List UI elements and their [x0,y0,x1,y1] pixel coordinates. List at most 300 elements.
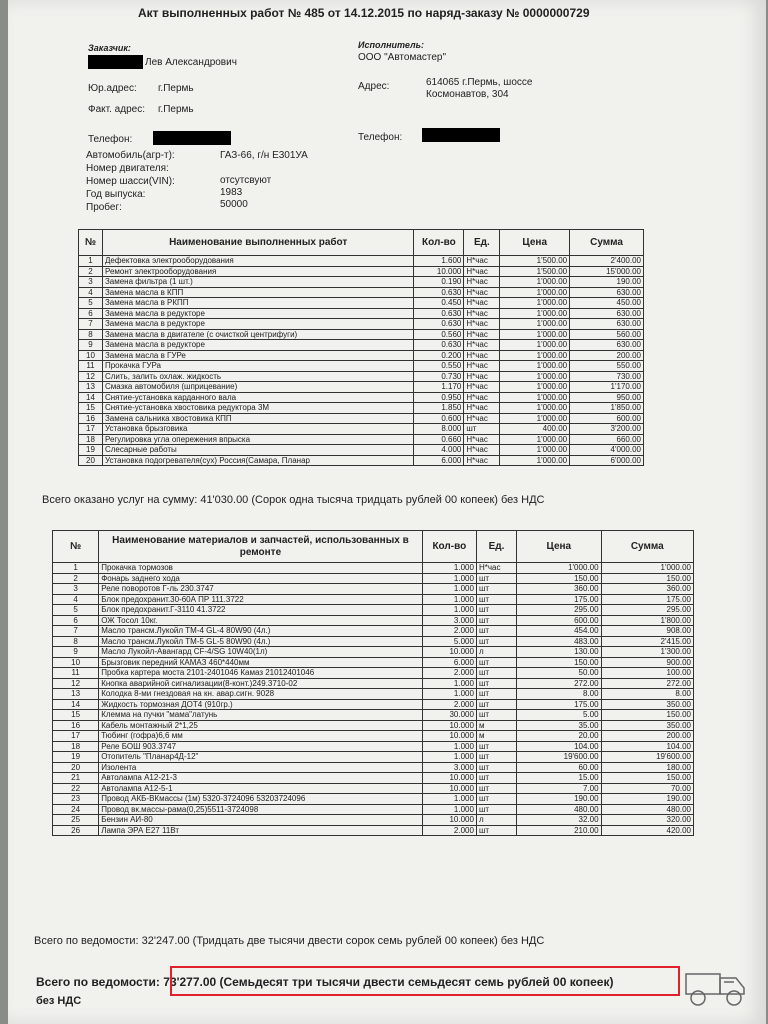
works-cell-name: Замена сальника хвостовика КПП [102,413,413,424]
materials-cell-sum: 8.00 [601,689,693,700]
materials-cell-qty: 1.000 [422,804,476,815]
works-row [79,403,644,414]
materials-cell-price: 295.00 [517,605,601,616]
materials-cell-number: 2 [53,573,99,584]
materials-cell-price: 272.00 [517,678,601,689]
materials-cell-price: 600.00 [517,615,601,626]
materials-cell-name: Провод АКБ-ВКмассы (1м) 5320-3724096 53203724096 [99,794,423,805]
materials-cell-unit: л [476,647,516,658]
works-cell-unit: Н*час [464,277,500,288]
materials-cell-sum: 908.00 [601,626,693,637]
customer-label: Заказчик: [88,43,131,53]
year-value: 1983 [220,187,243,198]
works-row [79,382,644,393]
works-cell-name: Замена масла в двигателе (с очисткой центрифуги) [102,329,413,340]
works-cell-number: 18 [79,434,103,445]
materials-cell-number: 5 [53,605,99,616]
materials-cell-name: Колодка 8-ми гнездовая на кн. авар.сигн. 9028 [99,689,423,700]
works-cell-number: 6 [79,308,103,319]
materials-cell-unit: л [476,815,516,826]
materials-cell-unit: шт [476,752,516,763]
works-cell-sum: 15'000.00 [570,266,644,277]
materials-cell-number: 6 [53,615,99,626]
materials-cell-name: Масло трансм.Лукойл ТМ-5 GL-5 80W90 (4л.) [99,636,423,647]
materials-cell-price: 483.00 [517,636,601,647]
works-cell-unit: Н*час [464,308,500,319]
materials-row [53,615,694,626]
works-cell-unit: Н*час [464,455,500,466]
materials-cell-number: 8 [53,636,99,647]
materials-cell-name: Бензин АИ-80 [99,815,423,826]
works-cell-unit: Н*час [464,350,500,361]
materials-cell-unit: шт [476,615,516,626]
materials-cell-name: Кабель монтажный 2*1,25 [99,720,423,731]
works-row [79,329,644,340]
works-cell-name: Замена масла в редукторе [102,319,413,330]
materials-cell-qty: 1.000 [422,605,476,616]
works-cell-number: 9 [79,340,103,351]
materials-row [53,741,694,752]
works-cell-price: 1'000.00 [500,382,570,393]
materials-cell-name: Провод вк.массы-рама(0,25)5511-3724098 [99,804,423,815]
materials-cell-price: 210.00 [517,825,601,836]
works-cell-unit: Н*час [464,340,500,351]
works-cell-unit: Н*час [464,371,500,382]
works-cell-name: Смазка автомобиля (шприцевание) [102,382,413,393]
materials-cell-qty: 1.000 [422,689,476,700]
works-cell-name: Замена фильтра (1 шт.) [102,277,413,288]
materials-cell-number: 12 [53,678,99,689]
works-cell-price: 1'000.00 [500,403,570,414]
works-cell-name: Дефектовка электрооборудования [102,256,413,267]
works-cell-qty: 0.560 [414,329,464,340]
works-cell-qty: 0.730 [414,371,464,382]
works-cell-qty: 0.630 [414,319,464,330]
materials-cell-number: 14 [53,699,99,710]
materials-cell-sum: 1'300.00 [601,647,693,658]
materials-cell-number: 16 [53,720,99,731]
works-cell-name: Замена масла в КПП [102,287,413,298]
works-cell-qty: 1.600 [414,256,464,267]
materials-cell-price: 130.00 [517,647,601,658]
actual-address-label: Факт. адрес: [88,104,145,115]
works-cell-qty: 0.600 [414,413,464,424]
materials-cell-sum: 420.00 [601,825,693,836]
works-cell-sum: 660.00 [570,434,644,445]
works-cell-name: Снятие-установка карданного вала [102,392,413,403]
materials-cell-sum: 295.00 [601,605,693,616]
works-row [79,256,644,267]
works-cell-sum: 2'400.00 [570,256,644,267]
materials-row [53,825,694,836]
materials-cell-name: Масло трансм.Лукойл ТМ-4 GL-4 80W90 (4л.) [99,626,423,637]
works-cell-number: 15 [79,403,103,414]
works-cell-qty: 1.170 [414,382,464,393]
materials-cell-price: 480.00 [517,804,601,815]
materials-cell-unit: шт [476,584,516,595]
materials-cell-sum: 350.00 [601,699,693,710]
materials-col-name: Наименование материалов и запчастей, использованных в ремонте [99,531,423,563]
materials-cell-number: 4 [53,594,99,605]
materials-cell-sum: 350.00 [601,720,693,731]
materials-cell-unit: шт [476,605,516,616]
works-cell-name: Слесарные работы [102,445,413,456]
works-col-sum: Сумма [570,230,644,256]
materials-cell-price: 1'000.00 [517,563,601,574]
materials-cell-qty: 10.000 [422,773,476,784]
works-col-name: Наименование выполненных работ [102,230,413,256]
works-cell-unit: Н*час [464,392,500,403]
materials-cell-name: Блок предохранит.30-60А ПР 111.3722 [99,594,423,605]
works-row [79,371,644,382]
works-cell-number: 20 [79,455,103,466]
works-cell-qty: 0.630 [414,340,464,351]
contractor-label: Исполнитель: [358,40,424,50]
materials-cell-qty: 1.000 [422,741,476,752]
materials-cell-qty: 2.000 [422,825,476,836]
works-cell-number: 19 [79,445,103,456]
works-table [78,229,644,466]
materials-cell-price: 175.00 [517,699,601,710]
chassis-number-value: отсутсвуют [220,175,272,186]
works-cell-number: 4 [79,287,103,298]
materials-row [53,689,694,700]
works-cell-price: 1'500.00 [500,256,570,267]
materials-cell-price: 150.00 [517,573,601,584]
materials-cell-qty: 2.000 [422,668,476,679]
materials-cell-sum: 104.00 [601,741,693,752]
materials-cell-unit: шт [476,804,516,815]
works-cell-name: Прокачка ГУРа [102,361,413,372]
materials-cell-unit: шт [476,689,516,700]
works-col-qty: Кол-во [414,230,464,256]
materials-row [53,773,694,784]
works-cell-qty: 0.950 [414,392,464,403]
works-total: Всего оказано услуг на сумму: 41'030.00 (Сорок одна тысяча тридцать рублей 00 копеек) без НДС [42,494,545,506]
materials-cell-name: ОЖ Тосол 10кг. [99,615,423,626]
materials-row [53,647,694,658]
redacted-contractor-phone [422,128,500,142]
works-col-number: № [79,230,103,256]
materials-cell-sum: 1'000.00 [601,563,693,574]
works-row [79,277,644,288]
works-cell-number: 8 [79,329,103,340]
materials-cell-name: Кнопка аварийной сигнализации(8-конт.)249.3710-02 [99,678,423,689]
works-row [79,340,644,351]
works-cell-qty: 0.550 [414,361,464,372]
document-page [8,0,766,1024]
materials-cell-sum: 150.00 [601,710,693,721]
materials-cell-qty: 1.000 [422,752,476,763]
works-cell-sum: 1'170.00 [570,382,644,393]
materials-cell-unit: шт [476,783,516,794]
engine-number-label: Номер двигателя: [86,163,169,174]
vehicle-value: ГАЗ-66, г/н Е301УА [220,150,308,161]
materials-cell-qty: 10.000 [422,815,476,826]
works-cell-price: 1'000.00 [500,361,570,372]
works-cell-qty: 8.000 [414,424,464,435]
document-title: Акт выполненных работ № 485 от 14.12.2015 по наряд-заказу № 0000000729 [138,6,590,20]
materials-cell-number: 22 [53,783,99,794]
materials-cell-unit: шт [476,710,516,721]
works-cell-qty: 0.200 [414,350,464,361]
materials-cell-unit: шт [476,794,516,805]
materials-cell-qty: 10.000 [422,783,476,794]
works-cell-sum: 3'200.00 [570,424,644,435]
works-row [79,413,644,424]
works-cell-qty: 6.000 [414,455,464,466]
materials-cell-number: 18 [53,741,99,752]
works-cell-number: 11 [79,361,103,372]
works-row [79,350,644,361]
highlight-box [170,966,680,996]
legal-address-label: Юр.адрес: [88,83,137,94]
materials-row [53,710,694,721]
materials-cell-name: Прокачка тормозов [99,563,423,574]
works-cell-qty: 0.630 [414,308,464,319]
materials-cell-name: Лампа ЭРА Е27 11Вт [99,825,423,836]
materials-cell-sum: 480.00 [601,804,693,815]
materials-row [53,815,694,826]
works-cell-number: 13 [79,382,103,393]
works-row [79,266,644,277]
materials-cell-unit: шт [476,678,516,689]
works-row [79,361,644,372]
materials-row [53,678,694,689]
materials-cell-unit: шт [476,657,516,668]
materials-row [53,636,694,647]
materials-cell-price: 150.00 [517,657,601,668]
works-cell-price: 1'000.00 [500,413,570,424]
works-cell-sum: 4'000.00 [570,445,644,456]
materials-row [53,804,694,815]
works-cell-name: Замена масла в редукторе [102,340,413,351]
works-cell-unit: Н*час [464,361,500,372]
materials-cell-sum: 19'600.00 [601,752,693,763]
materials-cell-number: 9 [53,647,99,658]
works-cell-unit: Н*час [464,329,500,340]
materials-cell-sum: 70.00 [601,783,693,794]
materials-cell-unit: м [476,720,516,731]
materials-cell-price: 104.00 [517,741,601,752]
works-cell-unit: Н*час [464,266,500,277]
materials-cell-name: Жидкость тормозная ДОТ4 (910гр.) [99,699,423,710]
materials-cell-unit: Н*час [476,563,516,574]
works-cell-price: 1'000.00 [500,392,570,403]
materials-cell-sum: 2'415.00 [601,636,693,647]
works-cell-price: 1'000.00 [500,329,570,340]
materials-cell-number: 21 [53,773,99,784]
works-cell-sum: 560.00 [570,329,644,340]
works-cell-qty: 10.000 [414,266,464,277]
materials-cell-sum: 175.00 [601,594,693,605]
truck-stamp-icon [682,962,752,1015]
works-cell-sum: 730.00 [570,371,644,382]
works-cell-price: 1'000.00 [500,371,570,382]
materials-cell-number: 17 [53,731,99,742]
works-cell-unit: Н*час [464,287,500,298]
materials-cell-qty: 1.000 [422,573,476,584]
works-cell-name: Снятие-установка хвостовика редуктора 3М [102,403,413,414]
works-cell-price: 1'000.00 [500,350,570,361]
chassis-number-label: Номер шасси(VIN): [86,176,175,187]
materials-cell-qty: 10.000 [422,720,476,731]
materials-cell-number: 25 [53,815,99,826]
materials-cell-qty: 6.000 [422,657,476,668]
works-cell-qty: 0.190 [414,277,464,288]
works-cell-unit: Н*час [464,382,500,393]
works-cell-number: 3 [79,277,103,288]
materials-row [53,699,694,710]
works-cell-unit: шт [464,424,500,435]
works-col-price: Цена [500,230,570,256]
materials-cell-number: 7 [53,626,99,637]
works-cell-price: 1'000.00 [500,434,570,445]
materials-row [53,605,694,616]
materials-table [52,530,694,836]
materials-cell-price: 15.00 [517,773,601,784]
materials-cell-price: 32.00 [517,815,601,826]
materials-cell-number: 20 [53,762,99,773]
materials-cell-name: Блок предохранит.Г-3110 41.3722 [99,605,423,616]
redacted-customer-phone [153,131,231,145]
materials-cell-number: 24 [53,804,99,815]
materials-row [53,584,694,595]
materials-col-sum: Сумма [601,531,693,563]
materials-col-unit: Ед. [476,531,516,563]
materials-cell-number: 11 [53,668,99,679]
mileage-label: Пробег: [86,202,122,213]
works-row [79,298,644,309]
materials-cell-unit: шт [476,825,516,836]
materials-col-qty: Кол-во [422,531,476,563]
works-cell-name: Замена масла в редукторе [102,308,413,319]
grand-total-label: Всего по ведомости: [36,975,160,989]
works-cell-number: 5 [79,298,103,309]
materials-cell-name: Автолампа А12-21-3 [99,773,423,784]
works-cell-number: 1 [79,256,103,267]
materials-cell-price: 35.00 [517,720,601,731]
works-cell-number: 17 [79,424,103,435]
materials-cell-unit: шт [476,636,516,647]
materials-cell-price: 20.00 [517,731,601,742]
materials-cell-unit: шт [476,668,516,679]
works-cell-unit: Н*час [464,434,500,445]
works-cell-price: 1'000.00 [500,308,570,319]
works-cell-price: 1'500.00 [500,266,570,277]
materials-cell-sum: 190.00 [601,794,693,805]
works-cell-unit: Н*час [464,319,500,330]
materials-cell-qty: 1.000 [422,678,476,689]
materials-cell-name: Тюбинг (гофра)6,6 мм [99,731,423,742]
materials-cell-qty: 5.000 [422,636,476,647]
materials-cell-unit: шт [476,573,516,584]
works-cell-name: Слить, залить охлаж. жидкость [102,371,413,382]
works-cell-sum: 630.00 [570,319,644,330]
works-cell-price: 1'000.00 [500,319,570,330]
works-cell-price: 400.00 [500,424,570,435]
works-row [79,455,644,466]
works-row [79,445,644,456]
materials-cell-qty: 10.000 [422,647,476,658]
works-cell-name: Установка брызговика [102,424,413,435]
customer-name: Лев Александрович [145,57,237,68]
works-cell-price: 1'000.00 [500,340,570,351]
materials-cell-number: 26 [53,825,99,836]
works-col-unit: Ед. [464,230,500,256]
works-cell-qty: 4.000 [414,445,464,456]
works-cell-price: 1'000.00 [500,287,570,298]
materials-cell-name: Автолампа А12-5-1 [99,783,423,794]
vehicle-label: Автомобиль(агр-т): [86,150,175,161]
materials-col-price: Цена [517,531,601,563]
works-cell-sum: 1'850.00 [570,403,644,414]
works-cell-price: 1'000.00 [500,455,570,466]
works-cell-number: 12 [79,371,103,382]
works-cell-sum: 630.00 [570,340,644,351]
works-cell-name: Установка подогревателя(сух) Россия(Самара, Планар [102,455,413,466]
materials-cell-sum: 180.00 [601,762,693,773]
works-cell-price: 1'000.00 [500,445,570,456]
year-label: Год выпуска: [86,189,146,200]
materials-cell-sum: 1'800.00 [601,615,693,626]
works-cell-number: 16 [79,413,103,424]
materials-cell-qty: 10.000 [422,731,476,742]
contractor-address-line2: Космонавтов, 304 [426,89,509,100]
materials-cell-price: 7.00 [517,783,601,794]
redacted-customer-surname [88,55,143,69]
works-cell-sum: 450.00 [570,298,644,309]
works-cell-sum: 6'000.00 [570,455,644,466]
materials-cell-sum: 900.00 [601,657,693,668]
works-cell-qty: 0.630 [414,287,464,298]
materials-cell-qty: 1.000 [422,794,476,805]
materials-row [53,783,694,794]
materials-cell-sum: 150.00 [601,773,693,784]
works-cell-name: Замена масла в РКПП [102,298,413,309]
works-cell-sum: 190.00 [570,277,644,288]
materials-cell-price: 60.00 [517,762,601,773]
works-cell-sum: 200.00 [570,350,644,361]
works-cell-unit: Н*час [464,298,500,309]
works-row [79,434,644,445]
works-cell-sum: 630.00 [570,287,644,298]
materials-total: Всего по ведомости: 32'247.00 (Тридцать две тысячи двести сорок семь рублей 00 копеек) без НДС [34,935,545,947]
works-row [79,308,644,319]
works-row [79,287,644,298]
materials-cell-qty: 2.000 [422,626,476,637]
works-cell-price: 1'000.00 [500,277,570,288]
materials-cell-qty: 1.000 [422,563,476,574]
works-cell-name: Замена масла в ГУРе [102,350,413,361]
works-cell-sum: 630.00 [570,308,644,319]
materials-cell-number: 10 [53,657,99,668]
materials-cell-qty: 3.000 [422,762,476,773]
works-row [79,319,644,330]
materials-cell-qty: 30.000 [422,710,476,721]
works-cell-sum: 600.00 [570,413,644,424]
materials-row [53,573,694,584]
materials-cell-price: 454.00 [517,626,601,637]
materials-cell-qty: 1.000 [422,584,476,595]
works-row [79,424,644,435]
materials-row [53,668,694,679]
materials-cell-price: 175.00 [517,594,601,605]
mileage-value: 50000 [220,199,248,210]
contractor-phone-label: Телефон: [358,132,403,143]
materials-cell-unit: шт [476,594,516,605]
materials-col-number: № [53,531,99,563]
